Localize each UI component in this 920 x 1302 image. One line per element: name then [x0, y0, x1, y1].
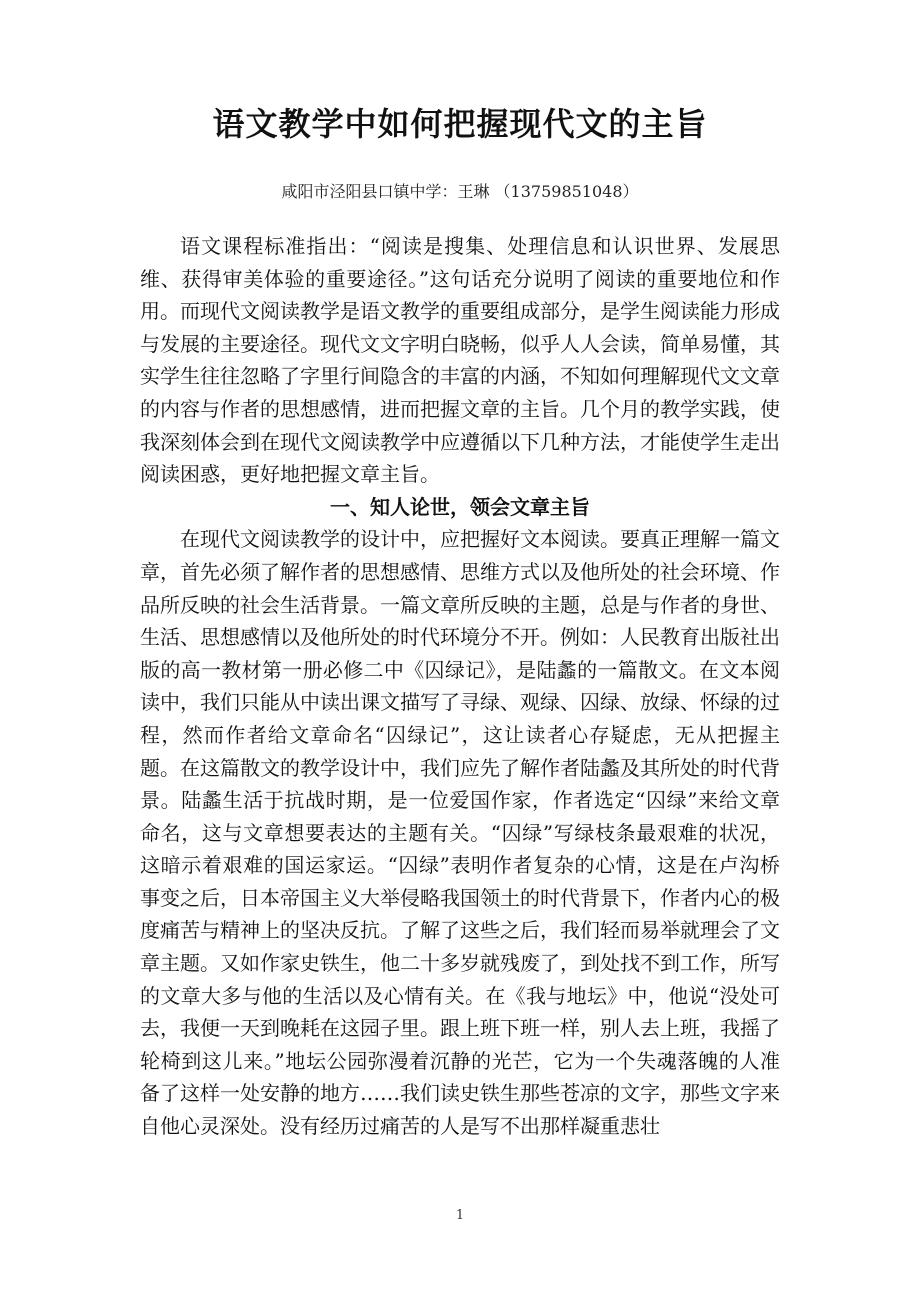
- intro-paragraph: 语文课程标准指出：“阅读是搜集、处理信息和认识世界、发展思维、获得审美体验的重要途径。”这句话充分说明了阅读的重要地位和作用。而现代文阅读教学是语文教学的重要组成部分，是学生阅读能力形成与发展的主要途径。现代文文字明白晓畅，似乎人人会读，简单易懂，其实学生往往忽略了字里行间隐含的丰富的内涵，不知如何理解现代文文章的内容与作者的思想感情，进而把握文章的主旨。几个月的教学实践，使我深刻体会到在现代文阅读教学中应遵循以下几种方法，才能使学生走出阅读困惑，更好地把握文章主旨。: [140, 234, 780, 487]
- author-byline: 咸阳市泾阳县口镇中学：王琳 （13759851048）: [281, 182, 639, 201]
- document-body: [140, 230, 780, 1143]
- section-paragraph: 在现代文阅读教学的设计中，应把握好文本阅读。要真正理解一篇文章，首先必须了解作者的思想感情、思维方式以及他所处的社会环境、作品所反映的社会生活背景。一篇文章所反映的主题，总是与作者的身世、生活、思想感情以及他所处的时代环境分不开。例如：人民教育出版社出版的高一教材第一册必修二中《囚绿记》，是陆蠡的一篇散文。在文本阅读中，我们只能从中读出课文描写了寻绿、观绿、囚绿、放绿、怀绿的过程，然而作者给文章命名“囚绿记”，这让读者心存疑虑，无从把握主题。在这篇散文的教学设计中，我们应先了解作者陆蠡及其所处的时代背景。陆蠡生活于抗战时期，是一位爱国作家，作者选定“囚绿”来给文章命名，这与文章想要表达的主题有关。“囚绿”写绿枝条最艰难的状况，这暗示着艰难的国运家运。“囚绿”表明作者复杂的心情，这是在卢沟桥事变之后，日本帝国主义大举侵略我国领土的时代背景下，作者内心的极度痛苦与精神上的坚决反抗。了解了这些之后，我们轻而易举就理会了文章主题。又如作家史铁生，他二十多岁就残废了，到处找不到工作，所写的文章大多与他的生活以及心情有关。在《我与地坛》中，他说“没处可去，我便一天到晚耗在这园子里。跟上班下班一样，别人去上班，我摇了轮椅到这儿来。”地坛公园弥漫着沉静的光芒，它为一个失魂落魄的人准备了这样一处安静的地方……我们读史铁生那些苍凉的文字，那些文字来自他心灵深处。没有经历过痛苦的人是写不出那样凝重悲壮: [140, 527, 780, 1139]
- page-number: 1: [455, 1208, 465, 1223]
- document-title: 语文教学中如何把握现代文的主旨: [212, 105, 708, 143]
- section-heading: 一、知人论世，领会文章主旨: [330, 494, 590, 519]
